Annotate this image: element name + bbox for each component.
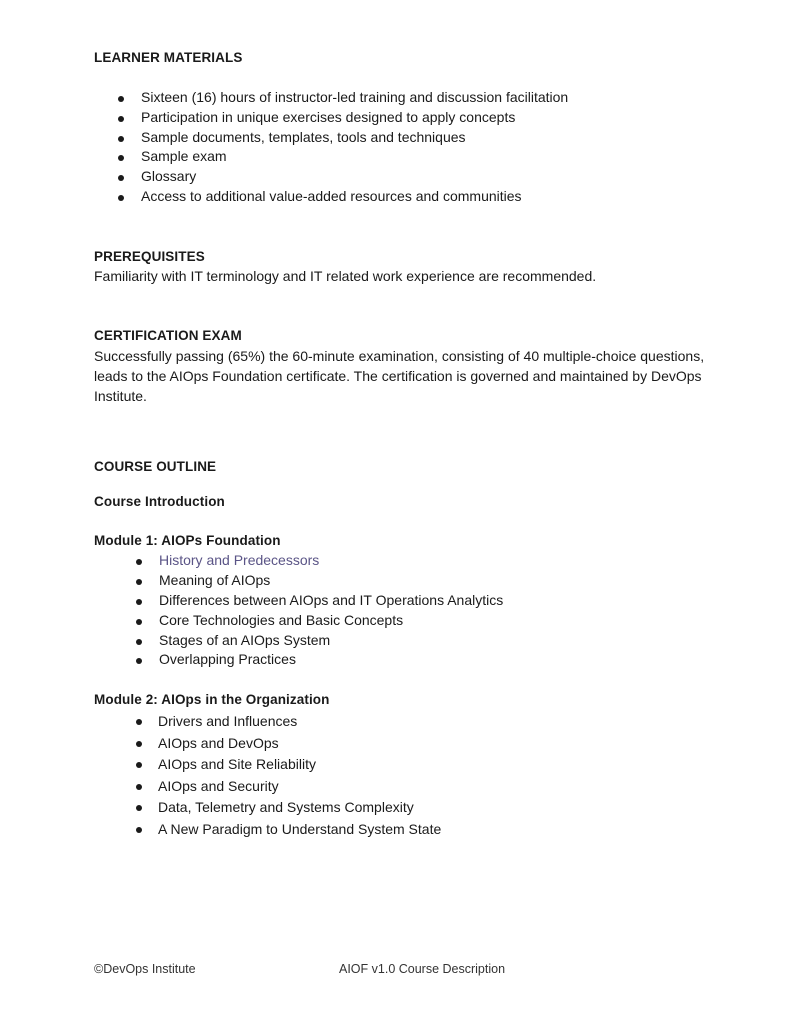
bullet-icon [136, 599, 142, 605]
bullet-icon [118, 136, 124, 142]
list-item: Core Technologies and Basic Concepts [159, 611, 503, 631]
bullet-icon [136, 619, 142, 625]
bullet-icon [118, 116, 124, 122]
bullet-icon [136, 639, 142, 645]
bullet-icon [136, 559, 142, 565]
bullet-icon [118, 96, 124, 102]
bullet-icon [136, 784, 142, 790]
list-item: A New Paradigm to Understand System State [158, 819, 441, 841]
bullet-icon [136, 827, 142, 833]
certification-exam-heading: CERTIFICATION EXAM [94, 328, 242, 343]
bullet-icon [118, 155, 124, 161]
bullet-icon [136, 805, 142, 811]
history-link[interactable]: History and Predecessors [159, 552, 320, 568]
module-1-list [159, 551, 503, 670]
list-item: Differences between AIOps and IT Operations Analytics [159, 591, 503, 611]
learner-materials-list [141, 88, 568, 207]
bullet-icon [118, 195, 124, 201]
prerequisites-text: Familiarity with IT terminology and IT related work experience are recommended. [94, 268, 597, 284]
footer-document-title: AIOF v1.0 Course Description [339, 962, 506, 976]
course-outline-heading: COURSE OUTLINE [94, 459, 217, 474]
list-item: Glossary [141, 167, 568, 187]
list-item: AIOps and Site Reliability [158, 754, 441, 776]
list-item: Participation in unique exercises designed to apply concepts [141, 108, 568, 128]
list-item: Data, Telemetry and Systems Complexity [158, 797, 441, 819]
list-item: Access to additional value-added resources and communities [141, 187, 568, 207]
bullet-icon [118, 175, 124, 181]
bullet-icon [136, 762, 142, 768]
list-item: AIOps and DevOps [158, 733, 441, 755]
list-item: Drivers and Influences [158, 711, 441, 733]
module-2-title: Module 2: AIOps in the Organization [94, 692, 330, 707]
prerequisites-heading: PREREQUISITES [94, 249, 205, 264]
course-introduction-heading: Course Introduction [94, 494, 225, 509]
list-item: Sample documents, templates, tools and techniques [141, 128, 568, 148]
list-item[interactable] [159, 551, 503, 571]
list-item: Sample exam [141, 147, 568, 167]
list-item: Sixteen (16) hours of instructor-led training and discussion facilitation [141, 88, 568, 108]
list-item: Stages of an AIOps System [159, 631, 503, 651]
list-item: AIOps and Security [158, 776, 441, 798]
bullet-icon [136, 658, 142, 664]
module-2-list [158, 711, 441, 841]
list-item: Meaning of AIOps [159, 571, 503, 591]
module-1-title: Module 1: AIOPs Foundation [94, 533, 281, 548]
bullet-icon [136, 741, 142, 747]
bullet-icon [136, 579, 142, 585]
certification-exam-text: Successfully passing (65%) the 60-minute examination, consisting of 40 multiple-choice questions, leads to the AIOps Foundation certificate. The certification is governed and maintained by DevOps Institute. [94, 348, 705, 404]
learner-materials-heading: LEARNER MATERIALS [94, 50, 243, 65]
list-item: Overlapping Practices [159, 650, 503, 670]
footer-copyright: ©DevOps Institute [94, 962, 196, 976]
bullet-icon [136, 719, 142, 725]
